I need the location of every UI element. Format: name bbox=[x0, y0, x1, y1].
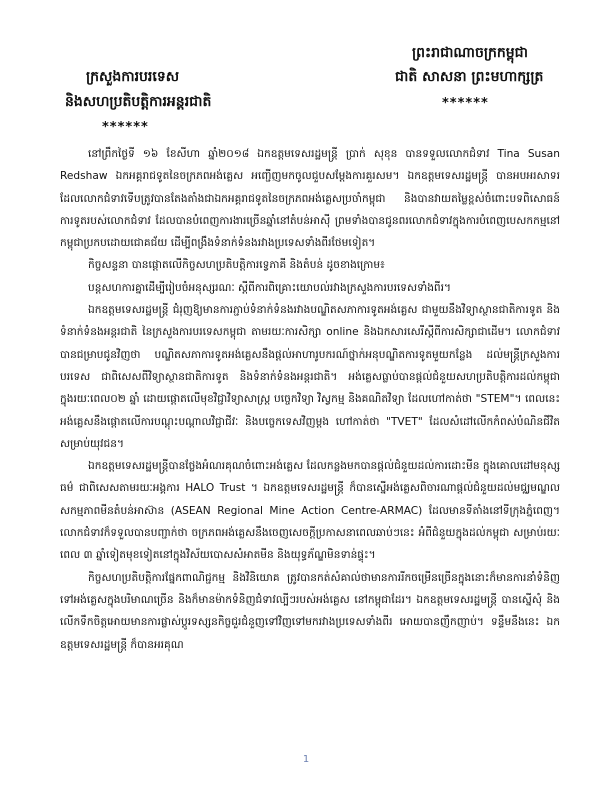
paragraph-meeting-intro: នៅព្រឹកថ្ងៃទី ១៦ ខែសីហា ឆ្នាំ២០១៨ ឯកឧត្តមទេសរដ្ឋមន្ត្រី ប្រាក់ សុខុន បានទទួលលោកជំទាវ Tina Susan Redshaw ឯកអគ្គរាជទូតនៃចក្រភពអង់គ្លេស អញ្ជើញមកចូលជួបសម្តែងការគួរសម។ ឯកឧត្តមទេសរដ្ឋមន្ត្រី បានអបអរសាទរដែលលោកជំទាវទើបត្រូវបានតែងតាំងជាឯកអគ្គរាជទូតនៃចក្រភពអង់គ្លេសប្រចាំកម្ពុជា និងបានវាយតម្លៃខ្ពស់ចំពោះបទពិសោធន៍ការទូតរបស់លោកជំទាវ ដែលបានបំពេញការងារច្រើនឆ្នាំនៅតំបន់អាស៊ី ព្រមទាំងបានជូនពរលោកជំទាវក្នុងការបំពេញបេសកកម្មនៅកម្ពុជាប្រកបដោយជោគជ័យ ដើម្បីពង្រឹងទំនាក់ទំនងរវាងប្រទេសទាំងពីរថែមទៀត។ bbox=[60, 148, 560, 250]
ministry-stars-divider: ****** bbox=[102, 120, 149, 135]
paragraph-demining: ឯកឧត្តមទេសរដ្ឋមន្ត្រីបានថ្លែងអំណរគុណចំពោះអង់គ្លេស ដែលកន្លងមកបានផ្តល់ជំនួយដល់ការដោះមីន ក្នុងគោលដៅមនុស្សធម៌ ជាពិសេសតាមរយៈអង្គការ HALO Trust ។ ឯកឧត្តមទេសរដ្ឋមន្ត្រី ក៏បានស្នើអង់គ្លេសពិចារណាផ្តល់ជំនួយដល់មជ្ឈមណ្ឌលសកម្មភាពមីនតំបន់អាស៊ាន (ASEAN Regional Mine Action Centre-ARMAC) ដែលមានទីតាំងនៅទីក្រុងភ្នំពេញ។ លោកជំទាវក៏ទទួលបានបញ្ជាក់ថា ចក្រភពអង់គ្លេសនឹងចេញសេចក្តីប្រកាសនាពេលឆាប់ៗនេះ អំពីជំនួយក្នុងដល់កម្ពុជា សម្រាប់រយៈពេល ៣ ឆ្នាំទៀតមុខទៀតនៅក្នុងវិស័យបោសសំអាតមីន និងយុទ្ធភ័ណ្ឌមិនទាន់ផ្ទុះ។ bbox=[60, 460, 560, 562]
document-body bbox=[60, 143, 560, 656]
kingdom-title: ព្រះរាជាណាចក្រកម្ពុជា bbox=[412, 45, 529, 61]
paragraph-memorandum: បន្តសហការគ្នាដើម្បីរៀបចំអនុស្សរណៈ ស្តីពីការពិគ្រោះយោបល់រវាងក្រសួងការបរទេសទាំងពីរ។ bbox=[88, 281, 452, 294]
national-motto: ជាតិ សាសនា ព្រះមហាក្សត្រ bbox=[395, 69, 544, 85]
ministry-name-line-1: ក្រសួងការបរទេស bbox=[86, 69, 180, 85]
paragraph-discussion-focus: កិច្ចសន្ទនា បានផ្តោតលើកិច្ចសហប្រតិបត្តិការទ្វេភាគី និងតំបន់ ដូចខាងក្រោម៖ bbox=[88, 259, 385, 272]
paragraph-trade-investment: កិច្ចសហប្រតិបត្តិការផ្នែកពាណិជ្ជកម្ម និងវិនិយោគ ត្រូវបានកត់សំគាល់ថាមានការរីកចម្រើនច្រើនក្នុងនោះក៏មានការនាំទំនិញទៅអង់គ្លេសក្នុងបរិមាណច្រើន និងក៏មានម៉ាកទំនិញជំទាវល្បីៗរបស់អង់គ្លេស នៅកម្ពុជាដែរ។ ឯកឧត្តមទេសរដ្ឋមន្ត្រី បានស្នើសុំ និងលើកទឹកចិត្តអោយមានការផ្លាស់ប្តូរទស្សនកិច្ចជួរជំនួញទៅវិញទៅមករវាងប្រទេសទាំងពីរ អោយបានញឹកញាប់។ ទន្ទឹមនឹងនេះ ឯកឧត្តមទេសរដ្ឋមន្ត្រី ក៏បានអរគុណ bbox=[60, 571, 560, 651]
ministry-name-line-2: និងសហប្រតិបត្តិការអន្តរជាតិ bbox=[65, 94, 212, 110]
paragraph-diplomatic-academy: ឯកឧត្តមទេសរដ្ឋមន្ត្រី ជំរុញឱ្យមានការភ្ជាប់ទំនាក់ទំនងរវាងបណ្ឌិតសភាការទូតអង់គ្លេស ជាមួយនឹងវិទ្យាស្ថានជាតិការទូត និងទំនាក់ទំនងអន្តរជាតិ នៃក្រសួងការបរទេសកម្ពុជា តាមរយៈការសិក្សា online និងឯកសារសេរីស្តីពីការសិក្សាជាដើម។ លោកជំទាវបានជម្រាបជូនវិញថា បណ្ឌិតសភាការទូតអង់គ្លេសនឹងផ្តល់អាហារូបករណ៍ថ្នាក់អនុបណ្ឌិតការទូតមួយកន្លែង ដល់មន្ត្រីក្រសួងការបរទេស ជាពិសេសពីវិទ្យាស្ថានជាតិការទូត និងទំនាក់ទំនងអន្តរជាតិ។ អង់គ្លេសធ្លាប់បានផ្តល់ជំនួយសហប្រតិបត្តិការដល់កម្ពុជាក្នុងរយៈពេល០២ ឆ្នាំ ដោយផ្តោតលើមុខវិជ្ជាវិទ្យាសាស្ត្រ បច្ចេកវិទ្យា វិស្វកម្ម និងគណិតវិទ្យា ដែលហៅកាត់ថា "STEM"។ ពេលនេះ អង់គ្លេសនឹងផ្តោតលើការបណ្តុះបណ្តាលវិជ្ជាជីវៈ និងបច្ចេកទេសវិញម្តង ហៅកាត់ថា "TVET" ដែលសំដៅលើកកំពស់បំណិនជីវិតសម្រាប់យុវជន។ bbox=[60, 304, 560, 450]
page-number: 1 bbox=[302, 754, 310, 765]
motto-stars-divider: ****** bbox=[442, 96, 489, 111]
